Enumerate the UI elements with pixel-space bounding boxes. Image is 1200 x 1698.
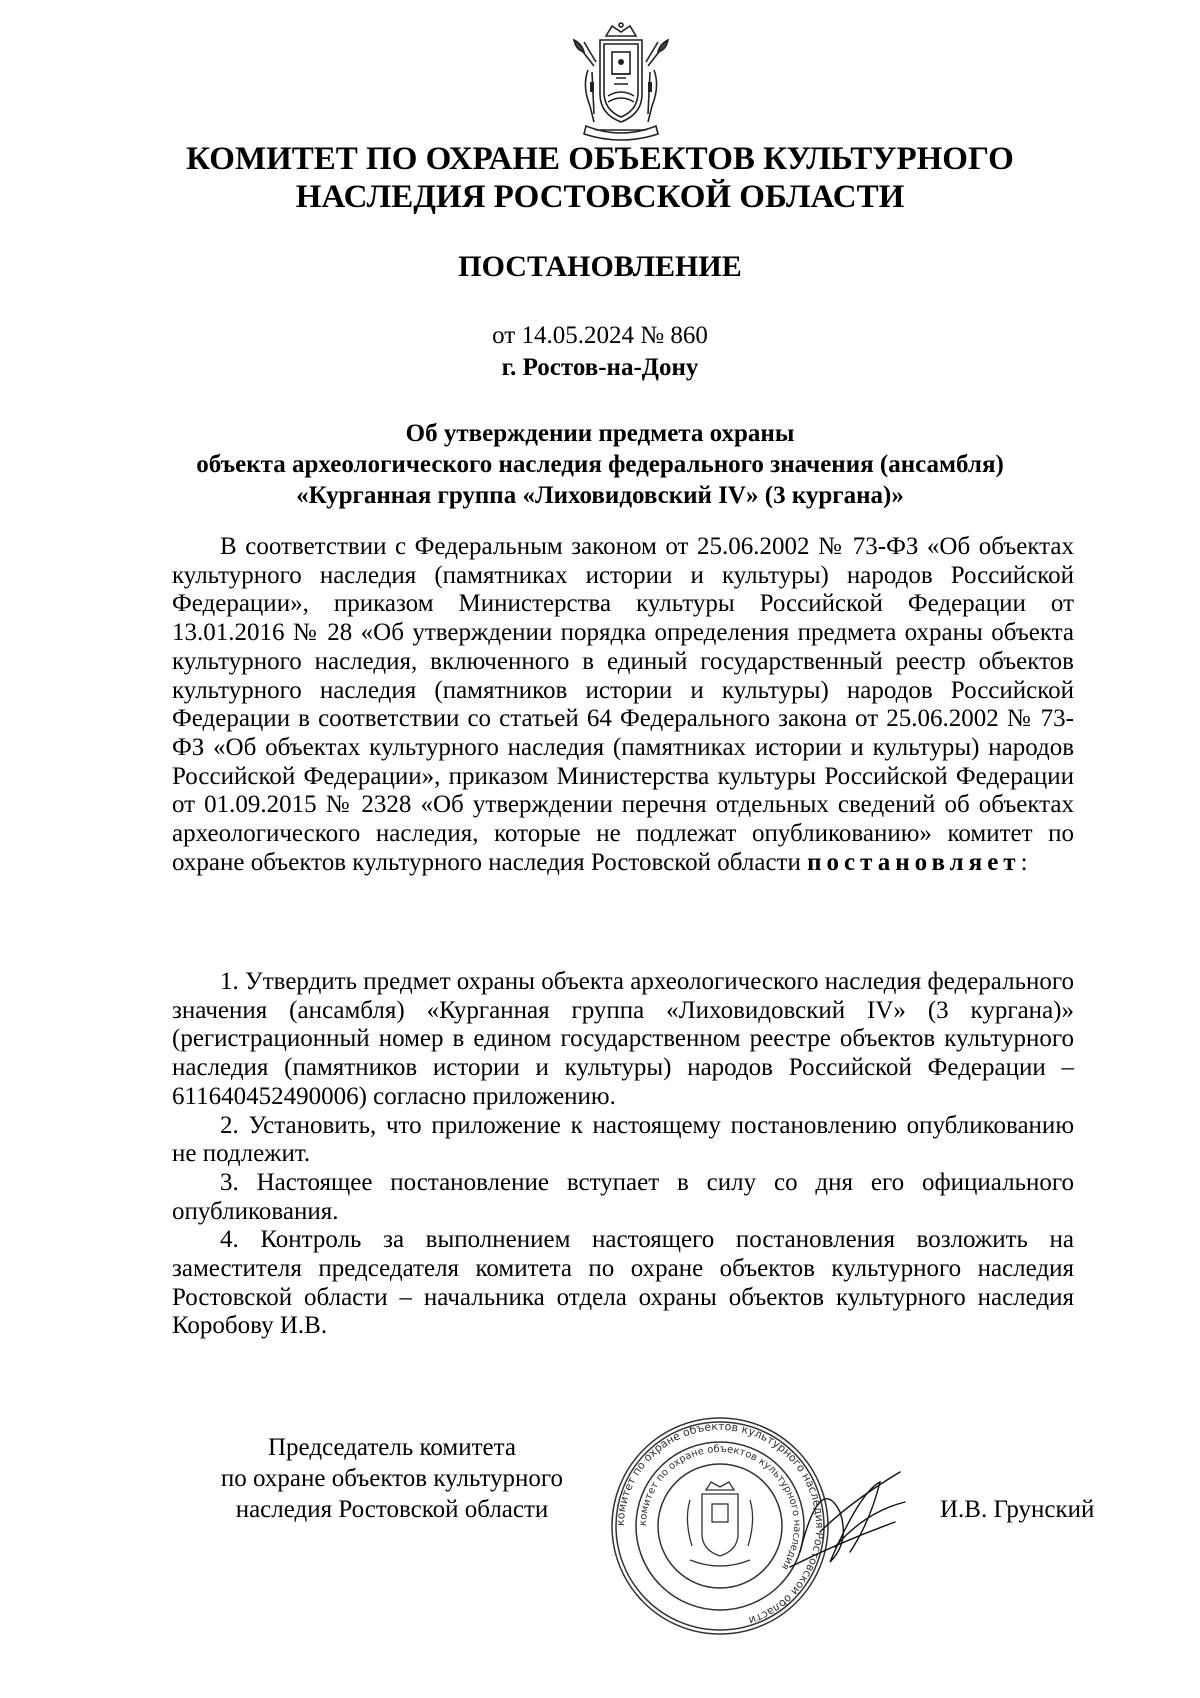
preamble-colon: : bbox=[1020, 848, 1028, 876]
preamble-body: В соответствии с Федеральным законом от 25.06.2002 № 73-ФЗ «Об объектах культурного наследия (памятниках истории и культуры) народов Российской Федерации», приказом Министерства культуры Российской Федерации от 13.01.2016 № 28 «Об утверждении порядка определения предмета охраны объекта культурного наследия, включенного в единый государственный реестр объектов культурного наследия (памятников истории и культуры) народов Российской Федерации в соответствии со статьей 64 Федерального закона от 25.06.2002 № 73-ФЗ «Об объектах культурного наследия (памятниках истории и культуры) народов Российской Федерации», приказом Министерства культуры Российской Федерации от 01.09.2015 № 2328 «Об утверждении перечня отдельных сведений об объектах археологического наследия, которые не подлежат опубликованию» комитет по охране объектов культурного наследия Ростовской области bbox=[172, 533, 1074, 876]
decree-items bbox=[172, 968, 1074, 1341]
document-date-number: от 14.05.2024 № 860 bbox=[492, 322, 708, 349]
svg-text:комитет по охране объектов кул bbox=[638, 1444, 802, 1572]
decree-item: 3. Настоящее постановление вступает в силу со дня его официального опубликования. bbox=[172, 1168, 1074, 1225]
seal-outer-text: комитет по охране объектов культурного наследия Ростовской области bbox=[613, 1419, 827, 1628]
document-subject bbox=[0, 418, 1200, 511]
decree-item: 2. Установить, что приложение к настоящему постановлению опубликованию не подлежит. bbox=[172, 1111, 1074, 1168]
subject-line2: объекта археологического наследия федерального значения (ансамбля) bbox=[196, 451, 1004, 478]
preamble-text bbox=[172, 533, 1074, 877]
signatory-title bbox=[192, 1432, 592, 1525]
decree-word: постановляет bbox=[807, 848, 1021, 876]
organization-name-line2: НАСЛЕДИЯ РОСТОВСКОЙ ОБЛАСТИ bbox=[295, 179, 905, 215]
document-city: г. Ростов-на-Дону bbox=[501, 354, 699, 381]
decree-item: 4. Контроль за выполнением настоящего постановления возложить на заместителя председателя комитета по охране объектов культурного наследия Ростовской области – начальника отдела охраны объектов культурного наследия Коробову И.В. bbox=[172, 1226, 1074, 1340]
coat-of-arms-icon bbox=[566, 22, 676, 144]
seal-inner-text: комитет по охране объектов культурного наследия bbox=[637, 1443, 803, 1572]
subject-line1: Об утверждении предмета охраны bbox=[405, 420, 795, 447]
signatory-title-line3: наследия Ростовской области bbox=[235, 1496, 549, 1523]
handwritten-signature-icon bbox=[780, 1452, 920, 1582]
decree-item: 1. Утвердить предмет охраны объекта археологического наследия федерального значения (ансамбля) «Курганная группа «Лиховидовский IV» (3 кургана)» (регистрационный номер в едином государственном реестре объектов культурного наследия (памятников истории и культуры) народов Российской Федерации – 611640452490006) согласно приложению. bbox=[172, 968, 1074, 1110]
subject-line3: «Курганная группа «Лиховидовский IV» (3 кургана)» bbox=[296, 482, 904, 509]
signatory-title-line1: Председатель комитета bbox=[268, 1434, 516, 1461]
preamble-paragraph bbox=[172, 533, 1074, 877]
organization-name-line1: КОМИТЕТ ПО ОХРАНЕ ОБЪЕКТОВ КУЛЬТУРНОГО bbox=[186, 141, 1014, 177]
document-type-title: ПОСТАНОВЛЕНИЕ bbox=[458, 250, 742, 283]
signatory-title-line2: по охране объектов культурного bbox=[220, 1465, 564, 1492]
document-date-block bbox=[0, 320, 1200, 384]
signatory-name: И.В. Грунский bbox=[940, 1496, 1095, 1523]
organization-name bbox=[0, 140, 1200, 216]
